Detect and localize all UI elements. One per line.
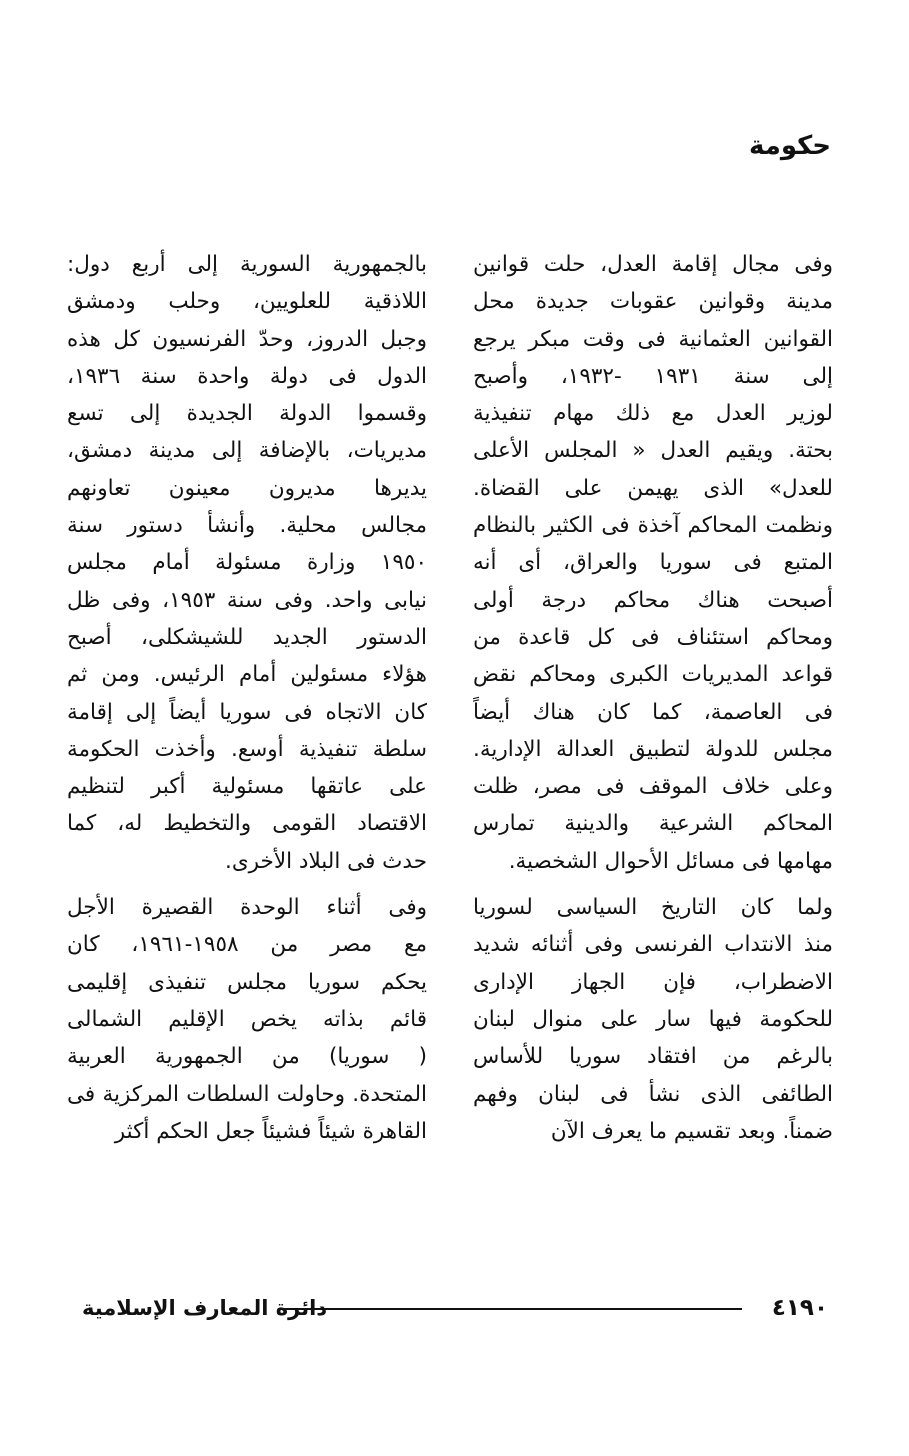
footer-rule: [282, 1308, 742, 1310]
text-line: ومحاكم استئناف فى كل قاعدة من: [473, 624, 833, 650]
text-line: الطائفى الذى نشأ فى لبنان وفهم: [473, 1081, 833, 1107]
text-line: حدث فى البلاد الأخرى.: [225, 848, 427, 874]
text-line: وفى مجال إقامة العدل، حلت قوانين: [473, 252, 833, 277]
text-line: ولما كان التاريخ السياسى لسوريا: [473, 895, 833, 921]
text-line: مع مصر من ١٩٥٨-١٩٦١، كان: [67, 932, 427, 958]
text-line: مجلس للدولة لتطبيق العدالة الإدارية.: [473, 736, 833, 762]
text-line: القوانين العثمانية فى وقت مبكر يرجع: [473, 326, 833, 352]
text-line: الاضطراب، فإن الجهاز الإدارى: [473, 969, 833, 995]
text-line: مديريات، بالإضافة إلى مدينة دمشق،: [67, 438, 427, 464]
page-footer: [82, 1290, 828, 1330]
text-line: يحكم سوريا مجلس تنفيذى إقليمى: [67, 969, 427, 995]
column-left: [67, 246, 427, 1150]
running-head: حكومة: [748, 131, 831, 161]
text-line: وجبل الدروز، وحدّ الفرنسيون كل هذه: [67, 326, 427, 352]
text-line: بالجمهورية السورية إلى أربع دول:: [67, 252, 427, 277]
text-line: للحكومة فيها سار على منوال لبنان: [473, 1006, 833, 1032]
text-line: مجالس محلية. وأنشأ دستور سنة: [67, 513, 427, 539]
text-line: وفى أثناء الوحدة القصيرة الأجل: [67, 895, 427, 921]
paragraph: [473, 889, 833, 1150]
text-line: كان الاتجاه فى سوريا أيضاً إلى إقامة: [67, 699, 427, 725]
text-line: الدستور الجديد للشيشكلى، أصبح: [67, 624, 427, 650]
text-line: على عاتقها مسئولية أكبر لتنظيم: [67, 774, 427, 800]
column-right: [473, 246, 833, 1150]
text-line: بالرغم من افتقاد سوريا للأساس: [473, 1044, 833, 1070]
text-line: مهامها فى مسائل الأحوال الشخصية.: [508, 848, 833, 874]
publication-title: دائرة المعارف الإسلامية: [82, 1296, 328, 1320]
text-line: وقسموا الدولة الجديدة إلى تسع: [67, 401, 427, 427]
text-line: القاهرة شيئاً فشيئاً جعل الحكم أكثر: [114, 1118, 427, 1144]
text-line: ( سوريا) من الجمهورية العربية: [67, 1044, 427, 1070]
text-line: المتحدة. وحاولت السلطات المركزية فى: [67, 1081, 427, 1107]
paragraph: [67, 889, 427, 1150]
text-line: قائم بذاته يخص الإقليم الشمالى: [67, 1006, 427, 1032]
text-line: فى العاصمة، كما كان هناك أيضاً: [473, 699, 833, 725]
paragraph: [473, 246, 833, 880]
text-line: الاقتصاد القومى والتخطيط له، كما: [67, 811, 427, 837]
text-line: وعلى خلاف الموقف فى مصر، ظلت: [473, 774, 833, 800]
text-line: الدول فى دولة واحدة سنة ١٩٣٦،: [67, 363, 427, 389]
page-number: ٤١٩٠: [771, 1295, 828, 1321]
text-line: ضمناً. وبعد تقسيم ما يعرف الآن: [550, 1118, 833, 1144]
text-line: إلى سنة ١٩٣١ -١٩٣٢، وأصبح: [473, 363, 833, 389]
text-line: للعدل» الذى يهيمن على القضاة.: [473, 475, 833, 501]
text-line: لوزير العدل مع ذلك مهام تنفيذية: [473, 401, 833, 427]
text-line: نيابى واحد. وفى سنة ١٩٥٣، وفى ظل: [67, 587, 427, 613]
text-line: هؤلاء مسئولين أمام الرئيس. ومن ثم: [67, 662, 427, 688]
text-line: أصبحت هناك محاكم درجة أولى: [473, 587, 833, 613]
text-line: مدينة وقوانين عقوبات جديدة محل: [473, 289, 833, 315]
text-line: بحتة. ويقيم العدل « المجلس الأعلى: [473, 438, 833, 464]
text-line: يديرها مديرون معينون تعاونهم: [67, 475, 427, 501]
text-line: المتبع فى سوريا والعراق، أى أنه: [473, 550, 833, 576]
text-line: اللاذقية للعلويين، وحلب ودمشق: [67, 289, 427, 315]
paragraph: [67, 246, 427, 880]
text-line: ١٩٥٠ وزارة مسئولة أمام مجلس: [67, 550, 427, 576]
text-line: ونظمت المحاكم آخذة فى الكثير بالنظام: [473, 513, 833, 539]
text-line: سلطة تنفيذية أوسع. وأخذت الحكومة: [67, 736, 427, 762]
text-line: قواعد المديريات الكبرى ومحاكم نقض: [473, 662, 833, 688]
text-line: منذ الانتداب الفرنسى وفى أثنائه شديد: [473, 932, 833, 958]
text-line: المحاكم الشرعية والدينية تمارس: [473, 811, 833, 837]
